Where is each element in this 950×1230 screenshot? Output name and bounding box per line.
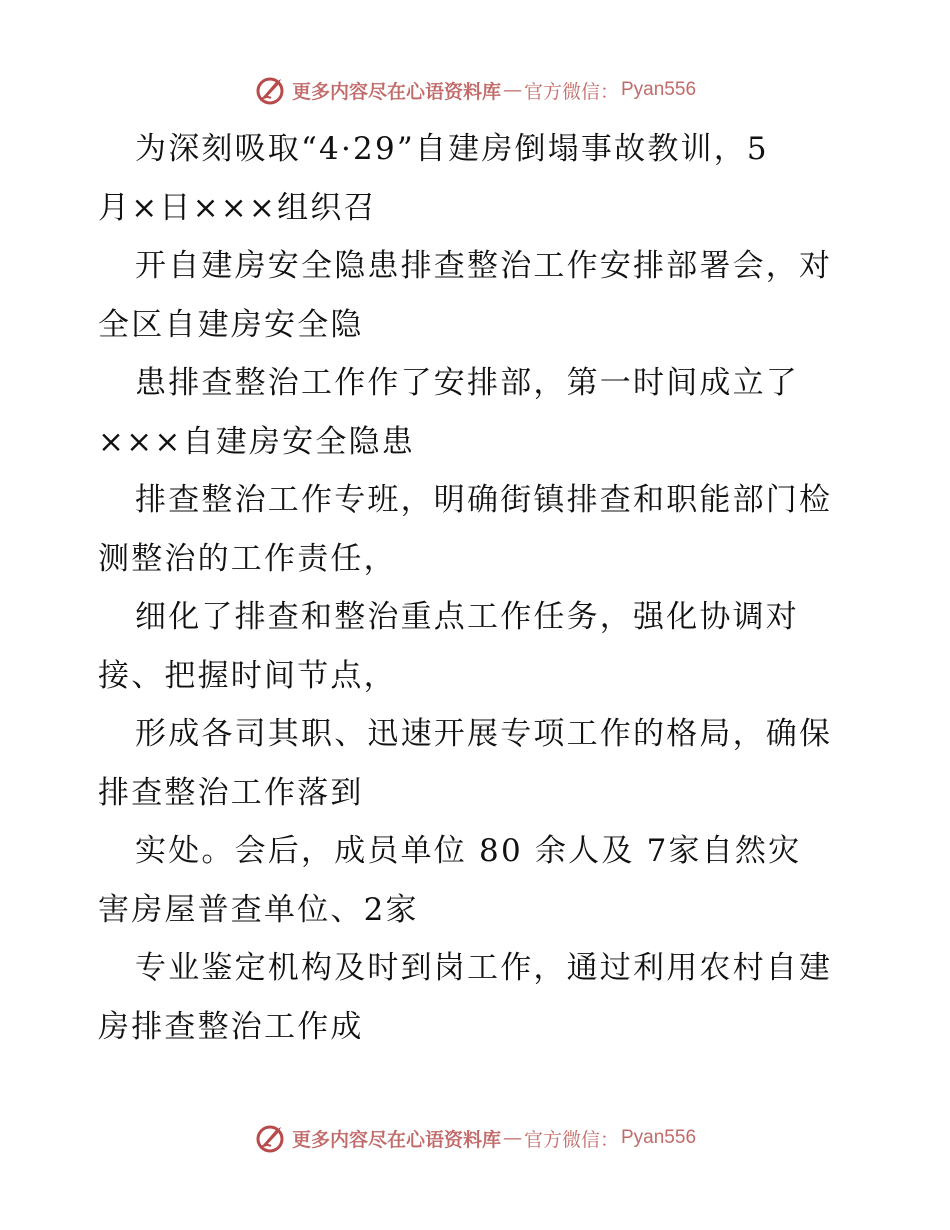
watermark-separator: — xyxy=(502,1127,522,1149)
text-line: 实处。会后，成员单位 80 余人及 7家自然灾 xyxy=(135,833,802,869)
text-line: 排查整治工作专班，明确街镇排查和职能部门检 xyxy=(135,482,833,518)
pen-nib-circle-icon xyxy=(254,1121,288,1155)
text-line: 月×日×××组织召 xyxy=(98,189,377,226)
body-paragraph xyxy=(98,120,858,1056)
text-line: 排查整治工作落到 xyxy=(98,774,364,811)
footer-watermark xyxy=(0,1118,950,1158)
text-line: 全区自建房安全隐 xyxy=(98,306,364,343)
text-line: 测整治的工作责任， xyxy=(98,540,397,577)
text-line: 形成各司其职、迅速开展专项工作的格局，确保 xyxy=(135,716,833,752)
text-line: 为深刻吸取“4·29”自建房倒塌事故教训，5 xyxy=(135,131,769,167)
text-line: 专业鉴定机构及时到岗工作，通过利用农村自建 xyxy=(135,950,833,986)
text-line: ×××自建房安全隐患 xyxy=(98,423,415,460)
text-line: 患排查整治工作作了安排部，第一时间成立了 xyxy=(135,365,799,401)
text-line: 开自建房安全隐患排查整治工作安排部署会，对 xyxy=(135,248,833,284)
watermark-wechat-id: Pyan556 xyxy=(621,79,697,100)
watermark-separator: — xyxy=(502,79,522,101)
text-line: 害房屋普查单位、2家 xyxy=(98,891,419,928)
watermark-text: 更多内容尽在心语资料库 xyxy=(291,1128,501,1151)
watermark-wechat-id: Pyan556 xyxy=(621,1127,697,1148)
text-line: 细化了排查和整治重点工作任务，强化协调对 xyxy=(135,599,799,635)
watermark-text: 更多内容尽在心语资料库 xyxy=(291,80,501,103)
header-watermark xyxy=(0,70,950,110)
text-line: 房排查整治工作成 xyxy=(98,1008,364,1045)
text-line: 接、把握时间节点， xyxy=(98,657,397,694)
watermark-wechat-label: 官方微信： xyxy=(523,80,619,103)
watermark-wechat-label: 官方微信： xyxy=(523,1128,619,1151)
pen-nib-circle-icon xyxy=(254,73,288,107)
